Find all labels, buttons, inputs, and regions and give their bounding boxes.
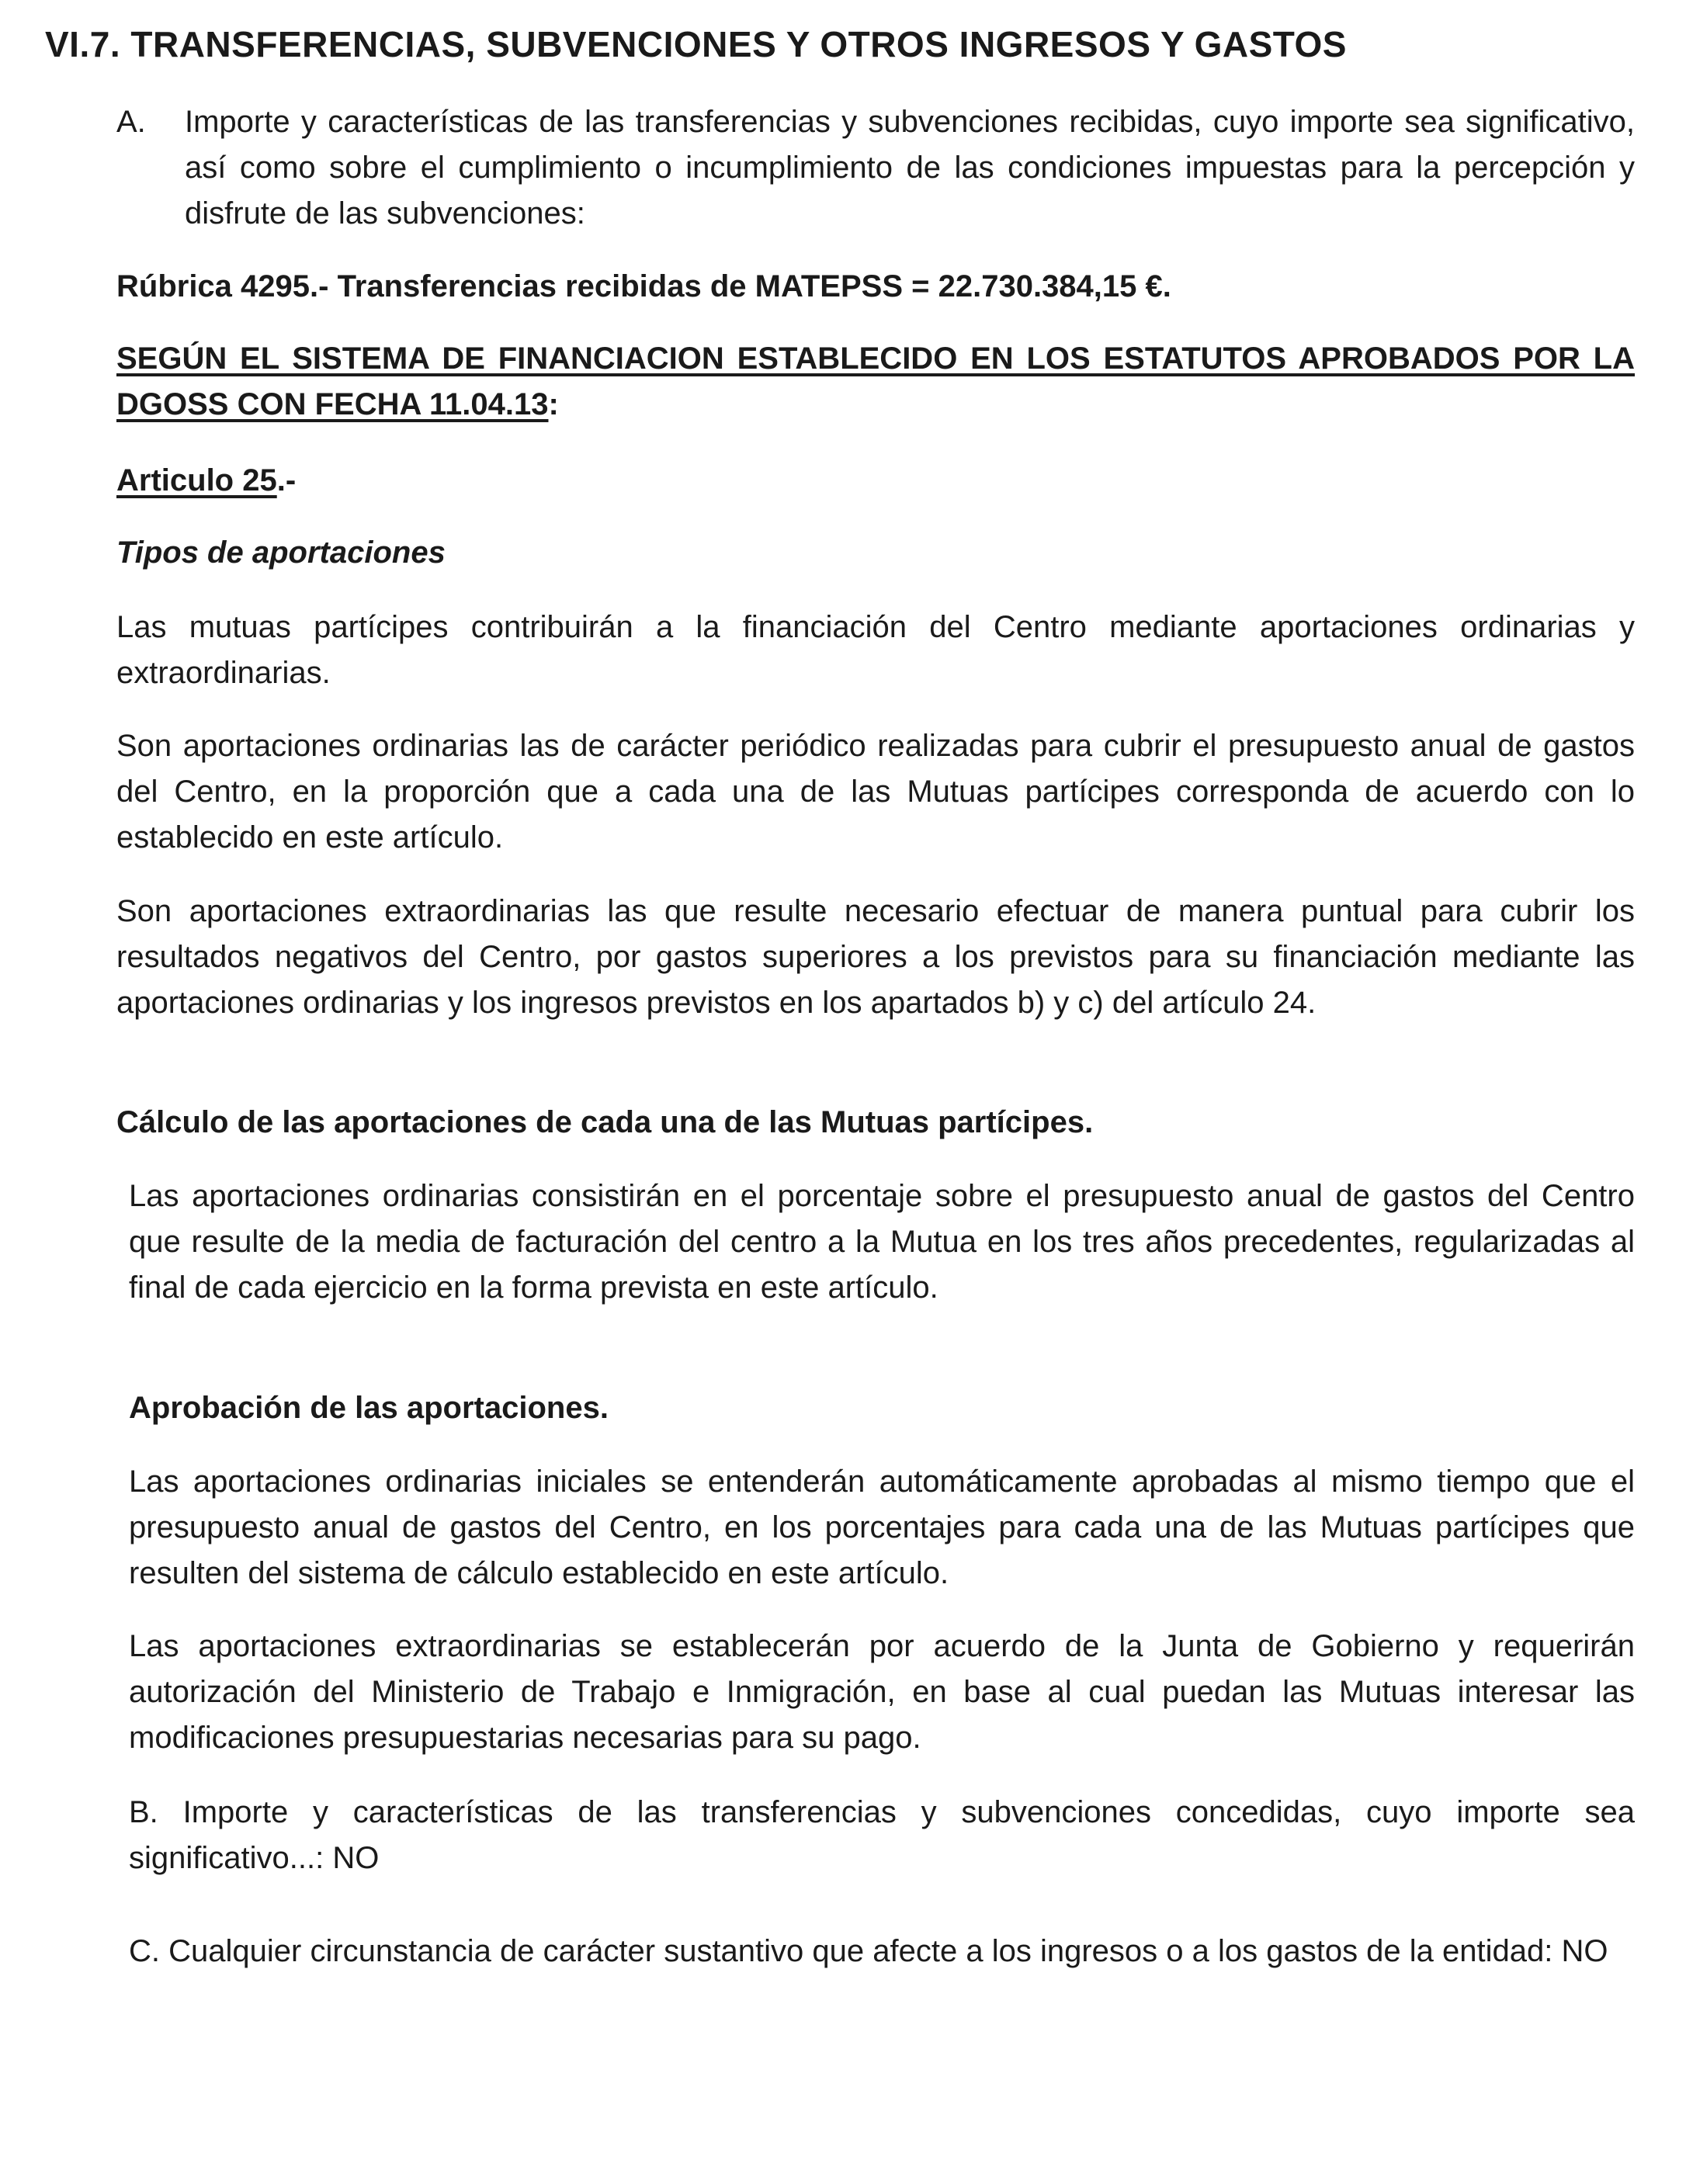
articulo-heading — [116, 458, 1635, 504]
paragraph-aportaciones-ordinarias: Son aportaciones ordinarias las de carácter periódico realizadas para cubrir el presupuesto anual de gastos del Centro, en la proporción que a cada una de las Mutuas partícipes corresponda de acuerdo con lo establecido en este artículo. — [116, 729, 1635, 855]
sistema-heading — [116, 336, 1635, 428]
articulo-heading-underlined: Articulo 25 — [116, 463, 277, 497]
section-a-text: Importe y características de las transferencias y subvenciones recibidas, cuyo importe sea significativo, así como sobre el cumplimiento o incumplimiento de las condiciones impuestas para la percepción y disfrute de las subvenciones: — [185, 105, 1635, 231]
section-c: C. Cualquier circunstancia de carácter sustantivo que afecte a los ingresos o a los gastos de la entidad: NO — [129, 1934, 1608, 1968]
paragraph-aportaciones-iniciales: Las aportaciones ordinarias iniciales se entenderán automáticamente aprobadas al mismo tiempo que el presupuesto anual de gastos del Centro, en los porcentajes para cada una de las Mutuas partícipes que resulten del sistema de cálculo establecido en este artículo. — [129, 1465, 1635, 1590]
calculo-heading: Cálculo de las aportaciones de cada una de las Mutuas partícipes. — [116, 1105, 1094, 1139]
paragraph-mutuas-contribuiran: Las mutuas partícipes contribuirán a la financiación del Centro mediante aportaciones ordinarias y extraordinarias. — [116, 610, 1635, 690]
section-a — [116, 99, 1635, 237]
paragraph-aportaciones-extraordinarias: Son aportaciones extraordinarias las que resulte necesario efectuar de manera puntual para cubrir los resultados negativos del Centro, por gastos superiores a los previstos para su financiación mediante las aportaciones ordinarias y los ingresos previstos en los apartados b) y c) del artículo 24. — [116, 894, 1635, 1020]
aprobacion-heading: Aprobación de las aportaciones. — [129, 1391, 609, 1425]
rubrica-line: Rúbrica 4295.- Transferencias recibidas de MATEPSS = 22.730.384,15 €. — [116, 269, 1171, 303]
sistema-heading-underlined: SEGÚN EL SISTEMA DE FINANCIACION ESTABLECIDO EN LOS ESTATUTOS APROBADOS POR LA DGOSS CON FECHA 11.04.13 — [116, 341, 1635, 421]
sistema-heading-suffix: : — [548, 387, 559, 421]
paragraph-aportaciones-junta: Las aportaciones extraordinarias se establecerán por acuerdo de la Junta de Gobierno y requerirán autorización del Ministerio de Trabajo e Inmigración, en base al cual puedan las Mutuas interesar las modificaciones presupuestarias necesarias para su pago. — [129, 1629, 1635, 1755]
articulo-heading-suffix: .- — [276, 463, 297, 497]
calculo-text: Las aportaciones ordinarias consistirán en el porcentaje sobre el presupuesto anual de gastos del Centro que resulte de la media de facturación del centro a la Mutua en los tres años precedentes, regularizadas al final de cada ejercicio en la forma prevista en este artículo. — [129, 1179, 1635, 1305]
tipos-heading: Tipos de aportaciones — [116, 536, 446, 570]
section-b: B. Importe y características de las transferencias y subvenciones concedidas, cuyo importe sea significativo...: NO — [129, 1795, 1635, 1875]
page-title: VI.7. TRANSFERENCIAS, SUBVENCIONES Y OTROS INGRESOS Y GASTOS — [45, 24, 1347, 64]
section-a-marker: A. — [116, 105, 146, 139]
